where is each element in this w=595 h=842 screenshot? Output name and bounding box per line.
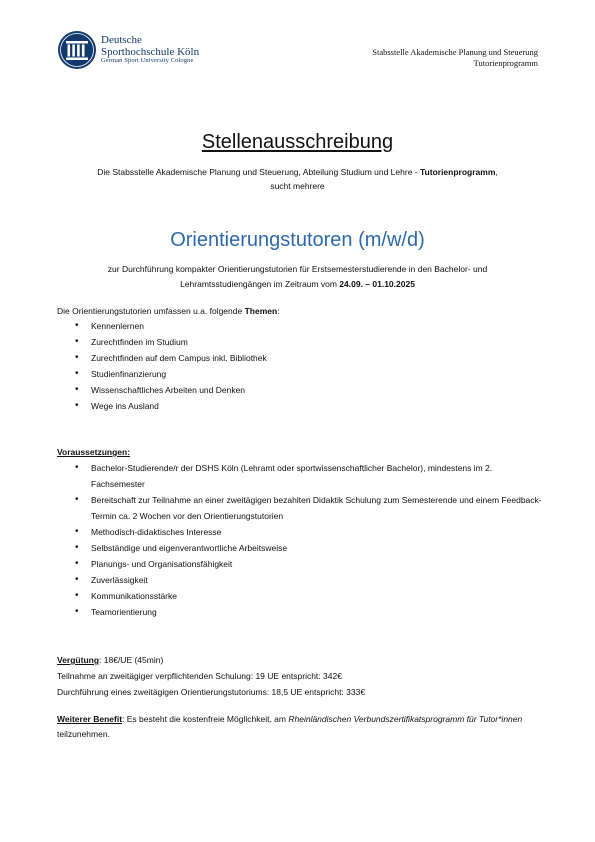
sub-line-1: zur Durchführung kompakter Orientierungstutorien für Erstsemesterstudierende in den Bachelor- und (107, 264, 488, 274)
job-subheadline (50, 262, 545, 292)
intro-bold: Tutorienprogramm (419, 167, 496, 177)
header-department (372, 47, 538, 70)
themes-list (57, 318, 547, 414)
list-item: • Bachelor-Studierende/r der DSHS Köln (Lehramt oder sportwissenschaftlicher Bachelor), mindestens im 2. Fachsemester (57, 460, 547, 492)
header-line-1: Stabsstelle Akademische Planung und Steuerung (372, 47, 538, 57)
list-item: • Selbständige und eigenverantwortliche Arbeitsweise (57, 540, 547, 556)
benefit-program: Rheinländischen Verbundszertifikatsprogramm für Tutor*innen (288, 714, 523, 724)
intro-paragraph (40, 165, 555, 194)
pay-training: Teilnahme an zweitägiger verpflichtenden Schulung: 19 UE entspricht: 342€ (57, 671, 342, 681)
themes-intro (57, 306, 280, 316)
logo-line-2: Sporthochschule Köln (101, 45, 200, 58)
intro-comma: , (495, 167, 498, 177)
themes-intro-bold: Themen (244, 306, 278, 316)
pay-label: Vergütung (57, 655, 100, 665)
themes-intro-end: : (277, 306, 280, 316)
university-logo (57, 30, 199, 70)
intro-line-2: sucht mehrere (270, 181, 325, 192)
list-item: • Wege ins Ausland (57, 398, 547, 414)
pay-rate: 18€/UE (45min) (103, 655, 164, 665)
page-title: Stellenausschreibung (201, 131, 394, 153)
sub-date-range: 24.09. – 01.10.2025 (339, 278, 415, 289)
pay-colon: : (99, 655, 104, 665)
logo-line-3: German Sport University Cologne (101, 57, 194, 65)
list-item: • Teamorientierung (57, 604, 547, 620)
list-item: • Wissenschaftliches Arbeiten und Denken (57, 382, 547, 398)
list-item: • Methodisch-didaktisches Interesse (57, 524, 547, 540)
benefit-label: Weiterer Benefit (57, 714, 123, 724)
list-item: • Kennenlernen (57, 318, 547, 334)
sub-line-2-text: Lehramtsstudiengängen im Zeitraum vom (180, 278, 340, 289)
columns-seal-icon (57, 30, 97, 70)
list-item: • Zurechtfinden im Studium (57, 334, 547, 350)
themes-intro-text: Die Orientierungstutorien umfassen u.a. folgende (57, 306, 245, 316)
list-item: • Zurechtfinden auf dem Campus inkl. Bibliothek (57, 350, 547, 366)
benefit-section (57, 712, 547, 742)
intro-text: Die Stabsstelle Akademische Planung und Steuerung, Abteilung Studium und Lehre - (97, 167, 420, 177)
pay-tutorial: Durchführung eines zweitägigen Orientierungstutoriums: 18,5 UE entspricht: 333€ (57, 687, 366, 697)
compensation-section (57, 652, 365, 700)
list-item: • Zuverlässigkeit (57, 572, 547, 588)
list-item: • Studienfinanzierung (57, 366, 547, 382)
requirements-list (57, 460, 547, 620)
list-item: • Planungs- und Organisationsfähigkeit (57, 556, 547, 572)
benefit-text: Es besteht die kostenfreie Möglichkeit, am (126, 714, 289, 724)
requirements-heading: Voraussetzungen: (57, 447, 131, 457)
benefit-line-3: teilzunehmen. (57, 729, 110, 739)
header-line-2: Tutorienprogramm (473, 58, 538, 69)
list-item: • Kommunikationsstärke (57, 588, 547, 604)
job-headline: Orientierungstutoren (m/w/d) (170, 229, 425, 251)
logo-line-1: Deutsche (101, 34, 142, 47)
benefit-colon: : (122, 714, 127, 724)
list-item: • Bereitschaft zur Teilnahme an einer zweitägigen bezahlten Didaktik Schulung zum Semesterende und einem Feedback-Termin ca. 2 Wochen vor den Orientierungstutorien (57, 492, 547, 524)
